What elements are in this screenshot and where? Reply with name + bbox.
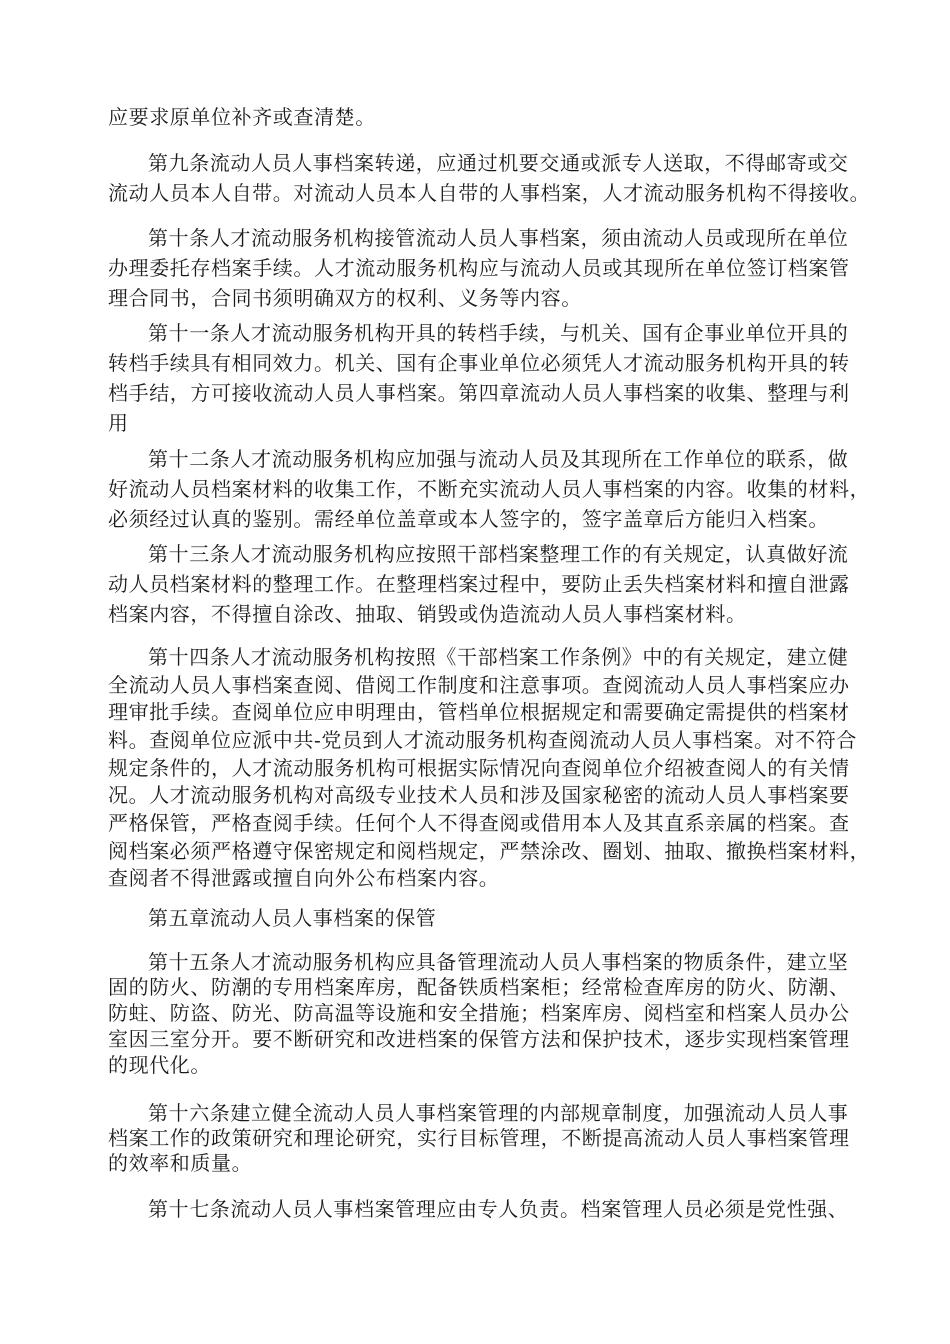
article-9-line: 第九条流动人员人事档案转递，应通过机要交通或派专人送取，不得邮寄或交 <box>148 151 849 175</box>
paragraph-line: 应要求原单位补齐或查清楚。 <box>108 105 376 129</box>
article-12-line: 第十二条人才流动服务机构应加强与流动人员及其现所在工作单位的联系，做 <box>148 447 849 471</box>
article-10-line: 第十条人才流动服务机构接管流动人员人事档案，须由流动人员或现所在单位 <box>148 226 849 250</box>
article-15-line: 的现代化。 <box>108 1053 211 1077</box>
article-11-line: 用 <box>108 411 129 435</box>
article-14-line: 第十四条人才流动服务机构按照《干部档案工作条例》中的有关规定，建立健 <box>148 645 849 669</box>
article-13-line: 第十三条人才流动服务机构应按照干部档案整理工作的有关规定，认真做好流 <box>148 542 849 566</box>
article-13-line: 档案内容，不得擅自涂改、抽取、销毁或伪造流动人员人事档案材料。 <box>108 602 747 626</box>
article-13-line: 动人员档案材料的整理工作。在整理档案过程中，要防止丢失档案材料和擅自泄露 <box>108 572 850 596</box>
article-12-line: 必须经过认真的鉴别。需经单位盖章或本人签字的，签字盖章后方能归入档案。 <box>108 507 829 531</box>
article-11-line: 转档手续具有相同效力。机关、国有企事业单位必须凭人才流动服务机构开具的转 <box>108 351 850 375</box>
article-10-line: 理合同书，合同书须明确双方的权利、义务等内容。 <box>108 286 582 310</box>
article-15-line: 第十五条人才流动服务机构应具备管理流动人员人事档案的物质条件，建立坚 <box>148 950 849 974</box>
article-12-line: 好流动人员档案材料的收集工作，不断充实流动人员人事档案的内容。收集的材料， <box>108 477 871 501</box>
article-14-line: 严格保管，严格查阅手续。任何个人不得查阅或借用本人及其直系亲属的档案。查 <box>108 811 850 835</box>
article-11-line: 第十一条人才流动服务机构开具的转档手续，与机关、国有企事业单位开具的 <box>148 321 849 345</box>
article-10-line: 办理委托存档案手续。人才流动服务机构应与流动人员或其现所在单位签订档案管 <box>108 256 850 280</box>
article-11-line: 档手结，方可接收流动人员人事档案。第四章流动人员人事档案的收集、整理与利 <box>108 381 850 405</box>
article-14-line: 况。人才流动服务机构对高级专业技术人员和涉及国家秘密的流动人员人事档案要 <box>108 783 850 807</box>
article-15-line: 固的防火、防潮的专用档案库房，配备铁质档案柜；经常检查库房的防火、防潮、 <box>108 975 850 999</box>
article-14-line: 料。查阅单位应派中共-党员到人才流动服务机构查阅流动人员人事档案。对不符合 <box>108 728 857 752</box>
article-15-line: 室因三室分开。要不断研究和改进档案的保管方法和保护技术，逐步实现档案管理 <box>108 1027 850 1051</box>
article-14-line: 查阅者不得泄露或擅自向外公布档案内容。 <box>108 866 500 890</box>
article-14-line: 全流动人员人事档案查阅、借阅工作制度和注意事项。查阅流动人员人事档案应办 <box>108 673 850 697</box>
article-14-line: 阅档案必须严格遵守保密规定和阅档规定，严禁涂改、圈划、抽取、撤换档案材料， <box>108 839 871 863</box>
article-16-line: 档案工作的政策研究和理论研究，实行目标管理，不断提高流动人员人事档案管理 <box>108 1126 850 1150</box>
article-16-line: 的效率和质量。 <box>108 1151 253 1175</box>
article-16-line: 第十六条建立健全流动人员人事档案管理的内部规章制度，加强流动人员人事 <box>148 1101 849 1125</box>
article-17-line: 第十七条流动人员人事档案管理应由专人负责。档案管理人员必须是党性强、 <box>148 1197 849 1221</box>
article-15-line: 防蛀、防盗、防光、防高温等设施和安全措施；档案库房、阅档室和档案人员办公 <box>108 1001 850 1025</box>
article-14-line: 理审批手续。查阅单位应申明理由，管档单位根据规定和需要确定需提供的档案材 <box>108 700 850 724</box>
chapter-heading: 第五章流动人员人事档案的保管 <box>148 906 437 930</box>
article-14-line: 规定条件的，人才流动服务机构可根据实际情况向查阅单位介绍被查阅人的有关情 <box>108 756 850 780</box>
article-9-line: 流动人员本人自带。对流动人员本人自带的人事档案，人才流动服务机构不得接收。 <box>108 181 871 205</box>
